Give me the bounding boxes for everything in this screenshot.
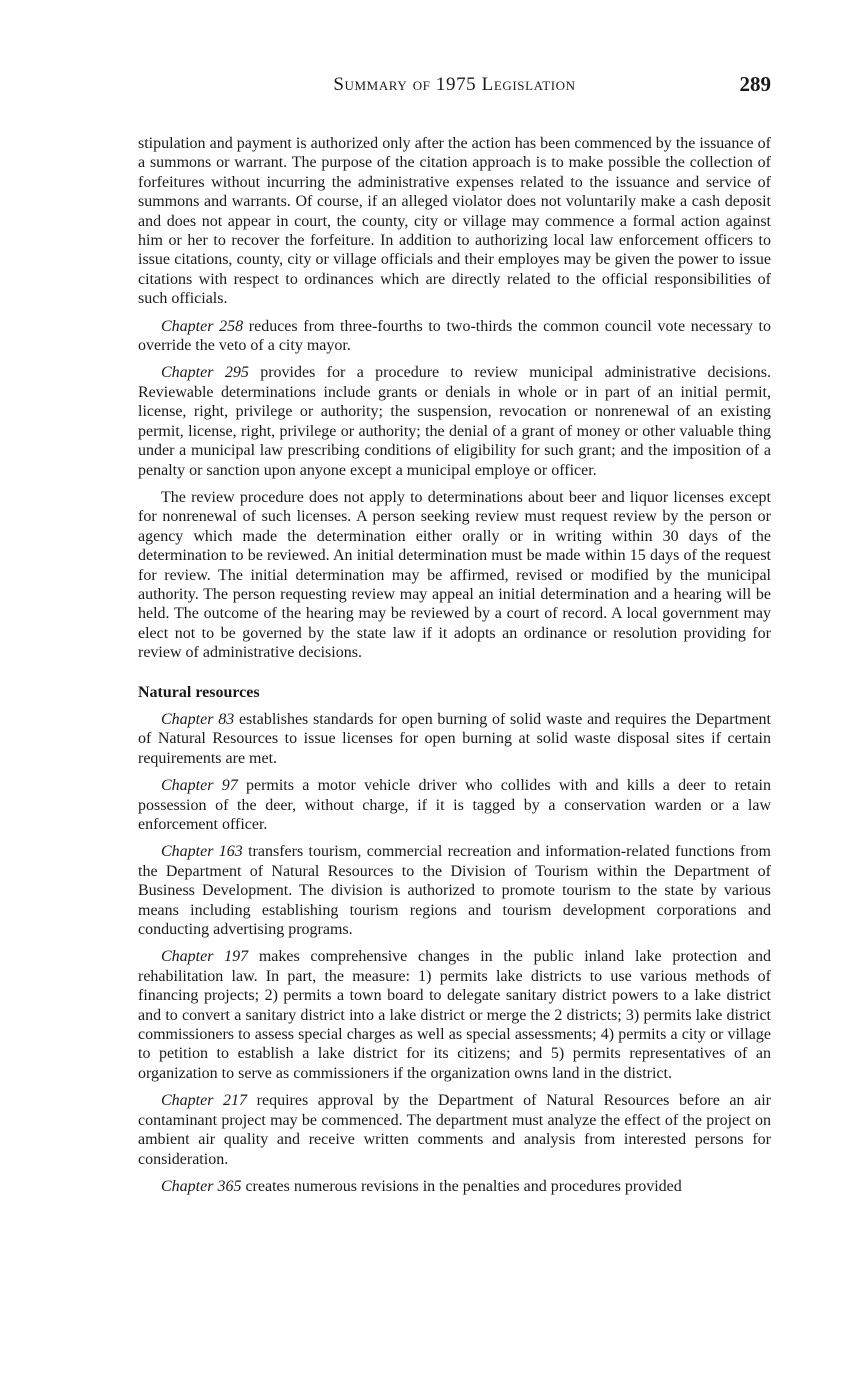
paragraph-text: provides for a procedure to review municipal administrative decisions. Reviewable determinations include grants or denials in whole or in part of an initial permit, license, right, privilege or authority; the suspension, revocation or nonrenewal of an existing permit, license, right, privilege or authority; the denial of a grant of money or other valuable thing under a municipal law prescribing conditions of eligibility for such grant; and the imposition of a penalty or sanction upon anyone except a municipal employe or officer. bbox=[138, 364, 772, 479]
paragraph-review-procedure: The review procedure does not apply to determinations about beer and liquor licenses except for nonrenewal of such licenses. A person seeking review must request review by the person or agency which made the determination either orally or in writing within 30 days of the determination to be reviewed. An initial determination must be made within 15 days of the request for review. The initial determination may be affirmed, revised or modified by the municipal authority. The person requesting review may appeal an initial determination and a hearing will be held. The outcome of the hearing may be reviewed by a court of record. A local government may elect not to be governed by the state law if it adopts an ordinance or resolution providing for review of administrative decisions. bbox=[138, 488, 771, 662]
paragraph-chapter-295 bbox=[138, 363, 771, 479]
chapter-reference: Chapter 197 bbox=[161, 948, 249, 966]
paragraph-text: establishes standards for open burning of solid waste and requires the Department of Natural Resources to issue licenses for open burning at solid waste disposal sites if certain requirements are met. bbox=[138, 710, 772, 767]
chapter-reference: Chapter 217 bbox=[161, 1092, 248, 1110]
paragraph-text: permits a motor vehicle driver who collides with and kills a deer to retain possession of the deer, without charge, if it is tagged by a conservation warden or a law enforcement officer. bbox=[138, 777, 772, 833]
chapter-reference: Chapter 295 bbox=[161, 364, 249, 382]
paragraph-text: creates numerous revisions in the penalties and procedures provided bbox=[241, 1177, 682, 1195]
chapter-reference: Chapter 97 bbox=[161, 777, 238, 795]
paragraph-chapter-83 bbox=[138, 710, 771, 768]
body-text bbox=[138, 134, 771, 1204]
chapter-reference: Chapter 258 bbox=[161, 317, 244, 335]
chapter-reference: Chapter 83 bbox=[161, 710, 235, 728]
paragraph-chapter-217 bbox=[138, 1091, 771, 1169]
paragraph-citation-continuation: stipulation and payment is authorized only after the action has been commenced by the issuance of a summons or warrant. The purpose of the citation approach is to make possible the collection of forfeitures without incurring the administrative expenses related to the issuance and service of summons and warrants. Of course, if an alleged violator does not voluntarily make a cash deposit and does not appear in court, the county, city or village may commence a formal action against him or her to recover the forfeiture. In addition to authorizing local law enforcement officers to issue citations, county, city or village officials and their employes may be given the power to issue citations with respect to ordinances which are directly related to the official responsibilities of such officials. bbox=[138, 135, 771, 308]
chapter-reference: Chapter 163 bbox=[161, 843, 243, 861]
chapter-reference: Chapter 365 bbox=[161, 1177, 242, 1195]
running-head bbox=[138, 74, 771, 100]
paragraph-chapter-163 bbox=[138, 842, 771, 939]
paragraph-text: reduces from three-fourths to two-thirds the common council vote necessary to override the veto of a city mayor. bbox=[138, 317, 771, 355]
paragraph-chapter-97 bbox=[138, 776, 771, 834]
paragraph-chapter-365 bbox=[138, 1177, 771, 1196]
paragraph-text: transfers tourism, commercial recreation and information-related functions from the Department of Natural Resources to the Division of Tourism within the Department of Business Development. The division is authorized to promote tourism to the state by various means including establishing tourism regions and tourism development corporations and conducting advertising programs. bbox=[138, 843, 771, 939]
page-number: 289 bbox=[739, 72, 771, 96]
paragraph-chapter-258 bbox=[138, 317, 771, 356]
running-title: Summary of 1975 Legislation bbox=[333, 74, 576, 95]
paragraph-text: makes comprehensive changes in the public inland lake protection and rehabilitation law. In part, the measure: 1) permits lake districts to use various methods of financing projects; 2) permits a town board to delegate sanitary district powers to a lake district and to convert a sanitary district into a lake district or merge the 2 districts; 3) permits lake district commissioners to assess special charges as well as special assessments; 4) permits a city or village to petition to establish a lake district for its citizens; and 5) permits representatives of an organization to serve as commissioners if the organization owns land in the district. bbox=[138, 948, 771, 1082]
paragraph-text: requires approval by the Department of Natural Resources before an air contaminant project may be commenced. The department must analyze the effect of the project on ambient air quality and receive written comments and analysis from interested persons for consideration. bbox=[138, 1092, 771, 1168]
section-heading: Natural resources bbox=[138, 683, 260, 701]
paragraph-chapter-197 bbox=[138, 947, 771, 1083]
